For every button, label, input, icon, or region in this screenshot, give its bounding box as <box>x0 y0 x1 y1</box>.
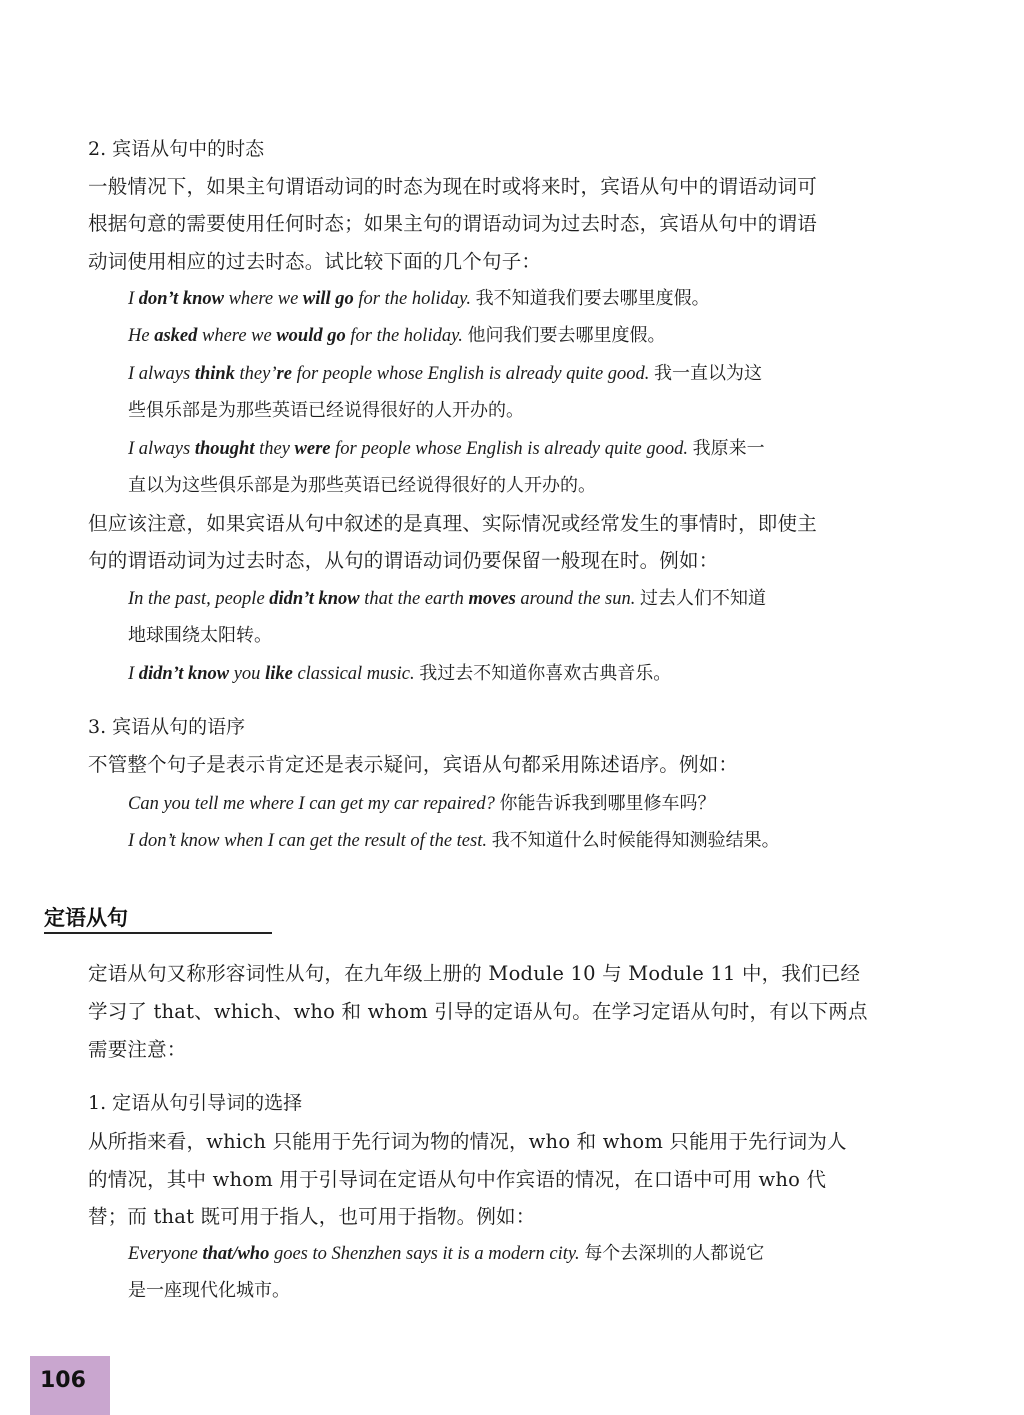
attributive-sub-line-2: 的情况，其中 whom 用于引导词在定语从句中作宾语的情况，在口语中可用 who 代 <box>88 1168 827 1191</box>
example-sentence: He asked where we would go for the holiday. 他问我们要去哪里度假。 <box>128 325 666 346</box>
tense-intro-line-1: 一般情况下，如果主句谓语动词的时态为现在时或将来时，宾语从句中的谓语动词可 <box>88 175 817 198</box>
attributive-sub-line-1: 从所指来看，which 只能用于先行词为物的情况，who 和 whom 只能用于先行词为人 <box>88 1130 847 1153</box>
example-translation: 直以为这些俱乐部是为那些英语已经说得很好的人开办的。 <box>128 475 596 496</box>
page-number: 106 <box>40 1368 86 1393</box>
attributive-intro-line-1: 定语从句又称形容词性从句，在九年级上册的 Module 10 与 Module 11 中，我们已经 <box>88 962 861 985</box>
order-intro: 不管整个句子是表示肯定还是表示疑问，宾语从句都采用陈述语序。例如： <box>88 753 739 776</box>
example-sentence: I didn’t know you like classical music. 我过去不知道你喜欢古典音乐。 <box>128 663 672 684</box>
tense-note-line-1: 但应该注意，如果宾语从句中叙述的是真理、实际情况或经常发生的事情时，即使主 <box>88 512 817 535</box>
example-sentence: I always thought they were for people whose English is already quite good. 我原来一 <box>128 438 765 459</box>
example-sentence: I don’t know when I can get the result of the test. 我不知道什么时候能得知测验结果。 <box>128 830 780 851</box>
attributive-sub-line-3: 替；而 that 既可用于指人，也可用于指物。例如： <box>88 1205 536 1228</box>
attributive-intro-line-3: 需要注意： <box>88 1038 187 1061</box>
order-heading: 3. 宾语从句的语序 <box>88 716 246 738</box>
attributive-intro-line-2: 学习了 that、which、who 和 whom 引导的定语从句。在学习定语从句时，有以下两点 <box>88 1000 868 1023</box>
example-translation: 些俱乐部是为那些英语已经说得很好的人开办的。 <box>128 400 524 421</box>
tense-note-line-2: 句的谓语动词为过去时态，从句的谓语动词仍要保留一般现在时。例如： <box>88 549 719 572</box>
example-translation: 是一座现代化城市。 <box>128 1280 290 1301</box>
attributive-sub-heading: 1. 定语从句引导词的选择 <box>88 1092 303 1114</box>
tense-intro-line-2: 根据句意的需要使用任何时态；如果主句的谓语动词为过去时态，宾语从句中的谓语 <box>88 212 817 235</box>
example-sentence: Everyone that/who goes to Shenzhen says it is a modern city. 每个去深圳的人都说它 <box>128 1243 765 1264</box>
section-title-attributive-clause: 定语从句 <box>44 902 272 934</box>
example-sentence: I always think they’re for people whose English is already quite good. 我一直以为这 <box>128 363 763 384</box>
example-sentence: In the past, people didn’t know that the earth moves around the sun. 过去人们不知道 <box>128 588 766 609</box>
example-translation: 地球围绕太阳转。 <box>128 625 272 646</box>
example-sentence: Can you tell me where I can get my car repaired? 你能告诉我到哪里修车吗？ <box>128 793 716 814</box>
tense-intro-line-3: 动词使用相应的过去时态。试比较下面的几个句子： <box>88 250 542 273</box>
tense-heading: 2. 宾语从句中的时态 <box>88 138 265 160</box>
example-sentence: I don’t know where we will go for the holiday. 我不知道我们要去哪里度假。 <box>128 288 710 309</box>
